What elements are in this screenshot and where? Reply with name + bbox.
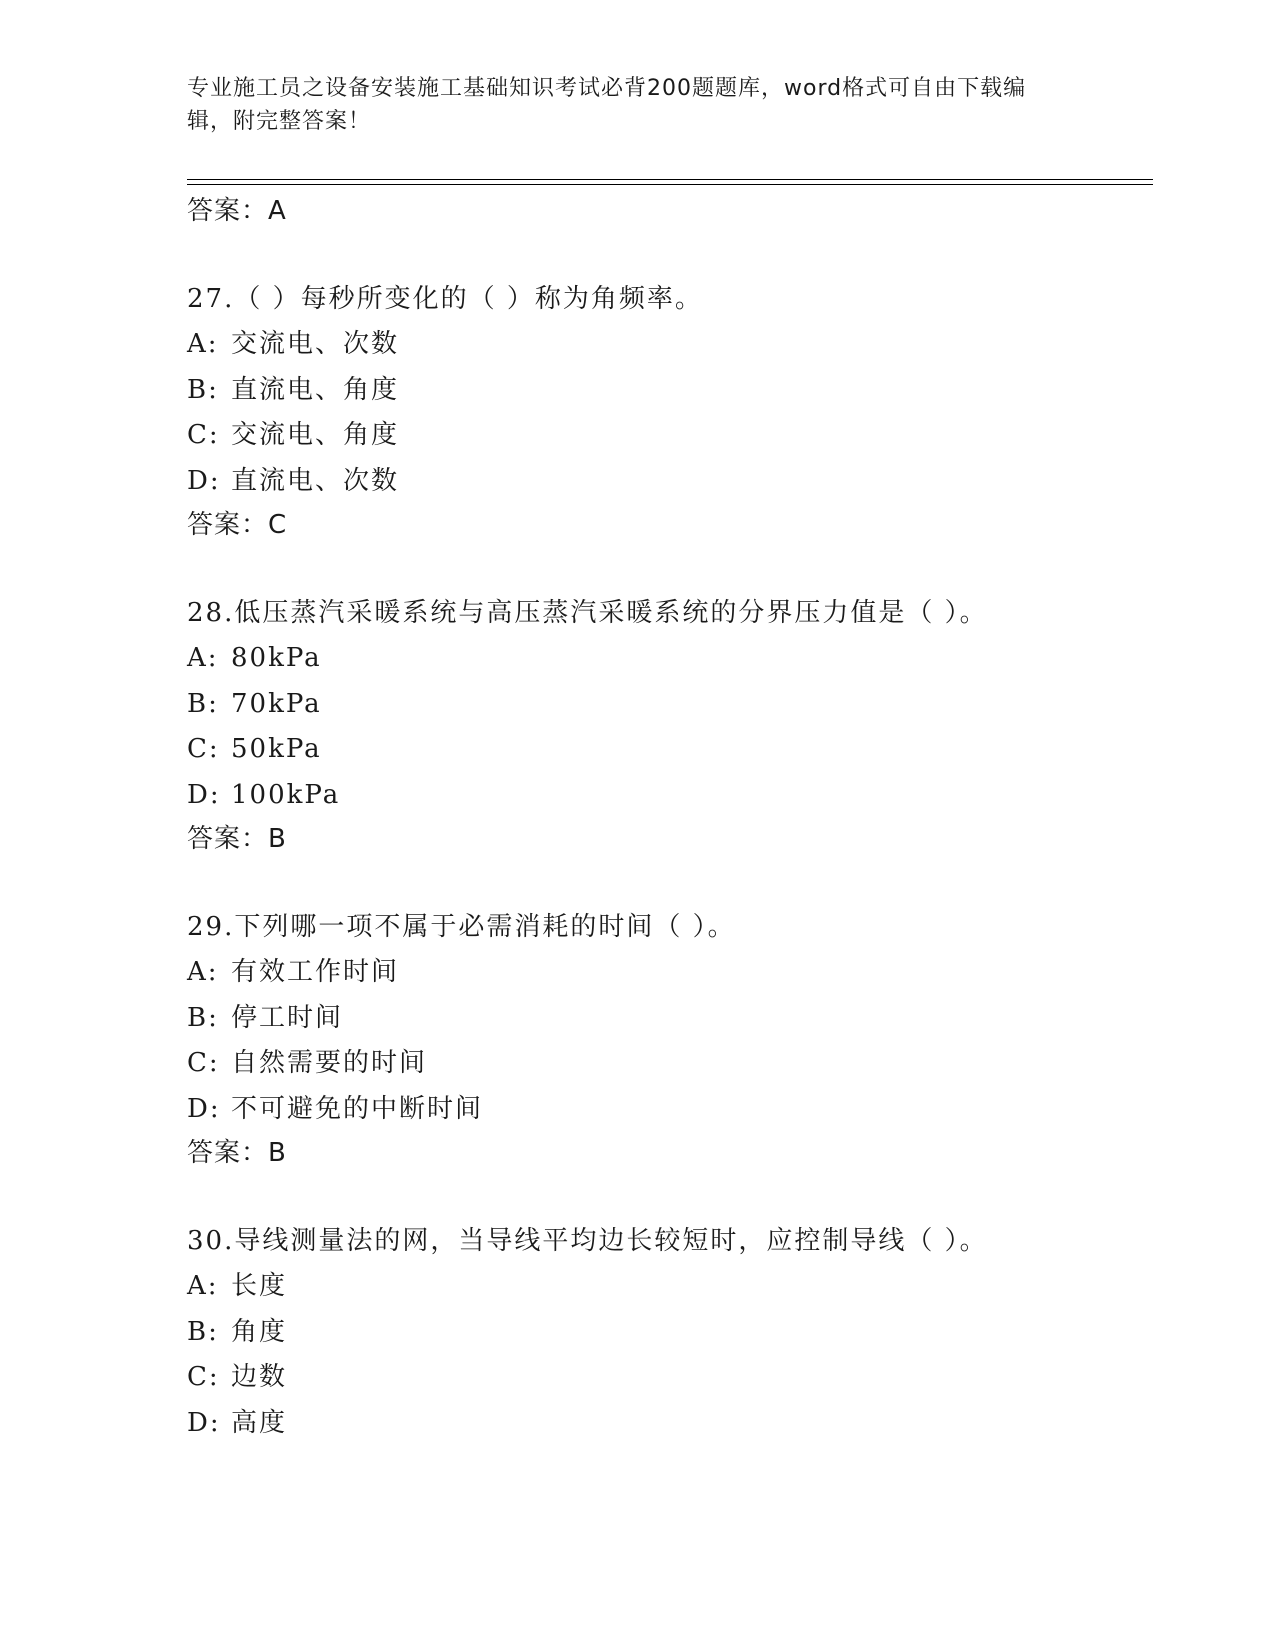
option-text: 交流电、角度 [231, 420, 400, 450]
answer-line [187, 504, 1147, 546]
option-text: 70kPa [231, 688, 322, 719]
answer-value: C [268, 510, 288, 540]
question-list [187, 190, 1147, 1446]
option-item [187, 413, 1147, 459]
option-letter: D: [187, 779, 221, 810]
option-item [187, 322, 1147, 368]
option-letter: A: [187, 643, 219, 673]
question-spacer [187, 1174, 1147, 1218]
option-letter: D: [187, 1093, 221, 1124]
option-item [187, 950, 1147, 996]
option-item [187, 727, 1147, 773]
option-text: 直流电、次数 [231, 465, 400, 496]
option-letter: C: [187, 420, 220, 450]
option-text: 直流电、角度 [231, 374, 400, 405]
answer-prefix: 答案： [187, 196, 269, 226]
question-block [187, 904, 1147, 1174]
option-letter: D: [187, 465, 221, 496]
option-letter: C: [187, 734, 220, 764]
question-text: 28.低压蒸汽采暖系统与高压蒸汽采暖系统的分界压力值是（ ）。 [187, 598, 988, 628]
option-text: 不可避免的中断时间 [231, 1093, 484, 1124]
option-letter: C: [187, 1048, 220, 1078]
option-item [187, 773, 1147, 819]
questions-container [187, 232, 1147, 1446]
option-text: 80kPa [231, 643, 322, 673]
option-letter: A: [187, 1271, 219, 1301]
answer-prefix: 答案： [187, 510, 269, 540]
answer-prefix: 答案： [187, 1138, 269, 1168]
option-item [187, 1355, 1147, 1401]
option-letter: B: [187, 688, 219, 719]
answer-line [187, 190, 1147, 232]
option-item [187, 1401, 1147, 1447]
answer-value: B [268, 824, 287, 854]
header-title: 专业施工员之设备安装施工基础知识考试必背200题题库，word格式可自由下载编辑，附完整答案！ [187, 76, 1027, 134]
option-text: 100kPa [231, 779, 341, 810]
option-text: 停工时间 [231, 1002, 344, 1033]
question-block [187, 1218, 1147, 1446]
question-text: 29.下列哪一项不属于必需消耗的时间（ ）。 [187, 912, 736, 942]
answer-line [187, 818, 1147, 860]
option-item [187, 682, 1147, 728]
answer-prefix: 答案： [187, 824, 269, 854]
option-text: 长度 [231, 1271, 288, 1301]
option-letter: D: [187, 1407, 221, 1438]
question-spacer [187, 546, 1147, 590]
option-item [187, 1310, 1147, 1356]
option-text: 交流电、次数 [231, 329, 400, 359]
answer-line [187, 1132, 1147, 1174]
header-rule-bottom [187, 184, 1153, 185]
question-block [187, 276, 1147, 546]
header-rule-top [187, 179, 1153, 180]
option-letter: C: [187, 1362, 220, 1392]
option-letter: A: [187, 329, 219, 359]
answer-value: B [268, 1138, 287, 1168]
option-item [187, 1041, 1147, 1087]
question-text: 27.（ ）每秒所变化的（ ）称为角频率。 [187, 284, 703, 314]
option-item [187, 459, 1147, 505]
question-text: 30.导线测量法的网，当导线平均边长较短时，应控制导线（ ）。 [187, 1226, 988, 1256]
answer-value: A [268, 196, 287, 226]
option-letter: B: [187, 1002, 219, 1033]
question-spacer [187, 232, 1147, 276]
option-item [187, 368, 1147, 414]
page-header [187, 72, 1067, 138]
option-text: 高度 [231, 1407, 288, 1438]
option-text: 50kPa [231, 734, 322, 764]
option-item [187, 1264, 1147, 1310]
question-spacer [187, 860, 1147, 904]
option-item [187, 1087, 1147, 1133]
option-item [187, 996, 1147, 1042]
option-letter: B: [187, 1316, 219, 1347]
question-block [187, 590, 1147, 860]
option-text: 边数 [231, 1362, 288, 1392]
option-text: 有效工作时间 [231, 957, 400, 987]
option-letter: A: [187, 957, 219, 987]
option-text: 自然需要的时间 [231, 1048, 428, 1078]
option-item [187, 636, 1147, 682]
option-text: 角度 [231, 1316, 288, 1347]
option-letter: B: [187, 374, 219, 405]
